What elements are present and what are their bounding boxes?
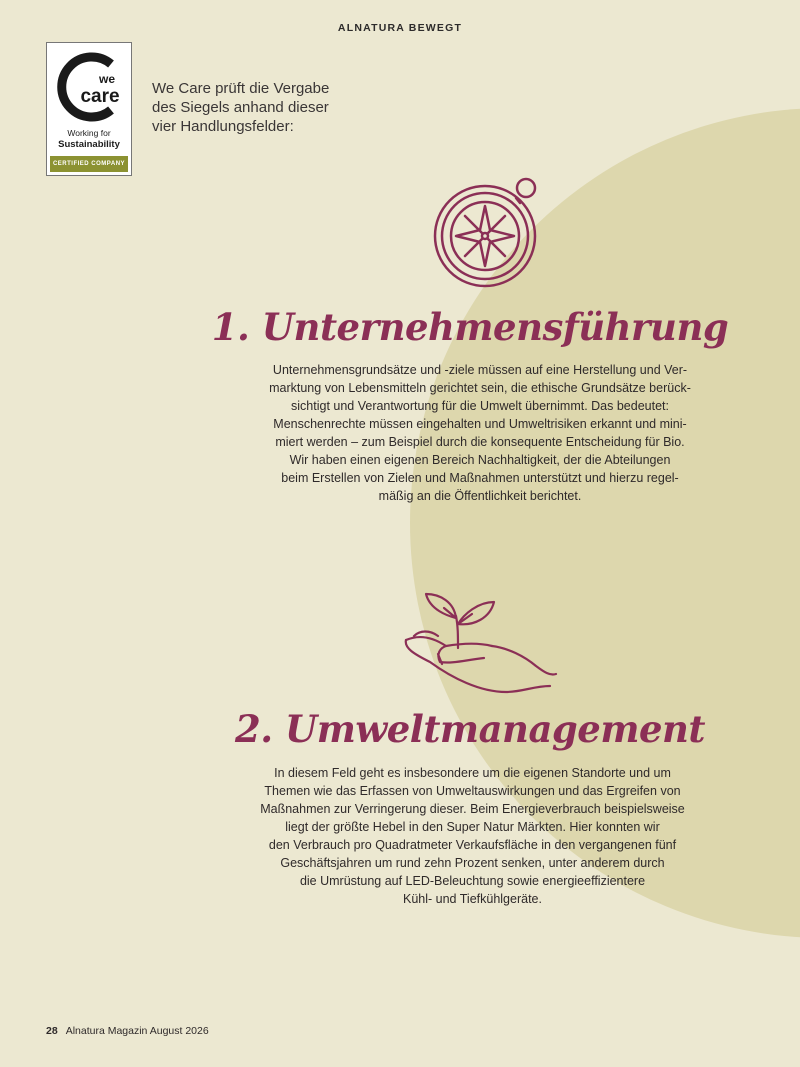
intro-line: We Care prüft die Vergabe xyxy=(152,80,330,97)
hand-seedling-icon xyxy=(400,588,560,703)
text-line: sichtigt und Verantwortung für die Umwelt übernimmt. Das bedeutet: xyxy=(291,399,669,413)
text-line: Kühl- und Tiefkühlgeräte. xyxy=(403,892,542,906)
text-line: beim Erstellen von Zielen und Maßnahmen unterstützt und hierzu regel- xyxy=(281,471,679,485)
compass-icon xyxy=(430,172,545,290)
text-line: Themen wie das Erfassen von Umweltauswirkungen und das Ergreifen von xyxy=(264,784,681,798)
text-line: den Verbrauch pro Quadratmeter Verkaufsfläche in den vergangenen fünf xyxy=(268,838,677,852)
section-2-text xyxy=(250,764,695,908)
section-2-title: 2. Umweltmanagement xyxy=(234,707,706,751)
text-line: mäßig an die Öffentlichkeit berichtet. xyxy=(378,489,582,503)
text-line: Maßnahmen zur Verringerung dieser. Beim Energieverbrauch beispielsweise xyxy=(260,802,685,816)
section-1-text xyxy=(245,361,715,505)
intro-line: des Siegels anhand dieser xyxy=(152,99,329,116)
we-care-logo xyxy=(46,42,132,176)
page-footer xyxy=(46,1025,209,1037)
text-line: Geschäftsjahren um rund zehn Prozent senken, unter anderem durch xyxy=(280,856,665,870)
intro-text xyxy=(152,79,382,136)
logo-line-1: Working for xyxy=(67,128,111,138)
logo-certified-band: CERTIFIED COMPANY xyxy=(50,156,128,172)
text-line: In diesem Feld geht es insbesondere um die eigenen Standorte und um xyxy=(274,766,671,780)
we-care-mark-icon xyxy=(53,48,125,126)
text-line: liegt der größte Hebel in den Super Natur Märkten. Hier konnten wir xyxy=(285,820,660,834)
publication-name: Alnatura Magazin August 2026 xyxy=(65,1025,209,1037)
logo-care: care xyxy=(80,86,120,107)
intro-line: vier Handlungsfelder: xyxy=(152,118,294,135)
logo-we: we xyxy=(98,72,116,86)
text-line: die Umrüstung auf LED-Beleuchtung sowie energieeffizientere xyxy=(299,874,646,888)
page-number: 28 xyxy=(46,1025,58,1037)
text-line: marktung von Lebensmitteln gerichtet sein, die ethische Grundsätze berück- xyxy=(269,381,691,395)
section-1-title: 1. Unternehmensführung xyxy=(211,305,729,349)
text-line: miert werden – zum Beispiel durch die konsequente Entscheidung für Bio. xyxy=(275,435,685,449)
text-line: Wir haben einen eigenen Bereich Nachhaltigkeit, der die Abteilungen xyxy=(289,453,671,467)
text-line: Unternehmensgrundsätze und -ziele müssen auf eine Herstellung und Ver- xyxy=(272,363,688,377)
logo-line-2: Sustainability xyxy=(58,139,120,150)
section-header: ALNATURA BEWEGT xyxy=(337,22,463,34)
text-line: Menschenrechte müssen eingehalten und Umweltrisiken erkannt und mini- xyxy=(273,417,687,431)
